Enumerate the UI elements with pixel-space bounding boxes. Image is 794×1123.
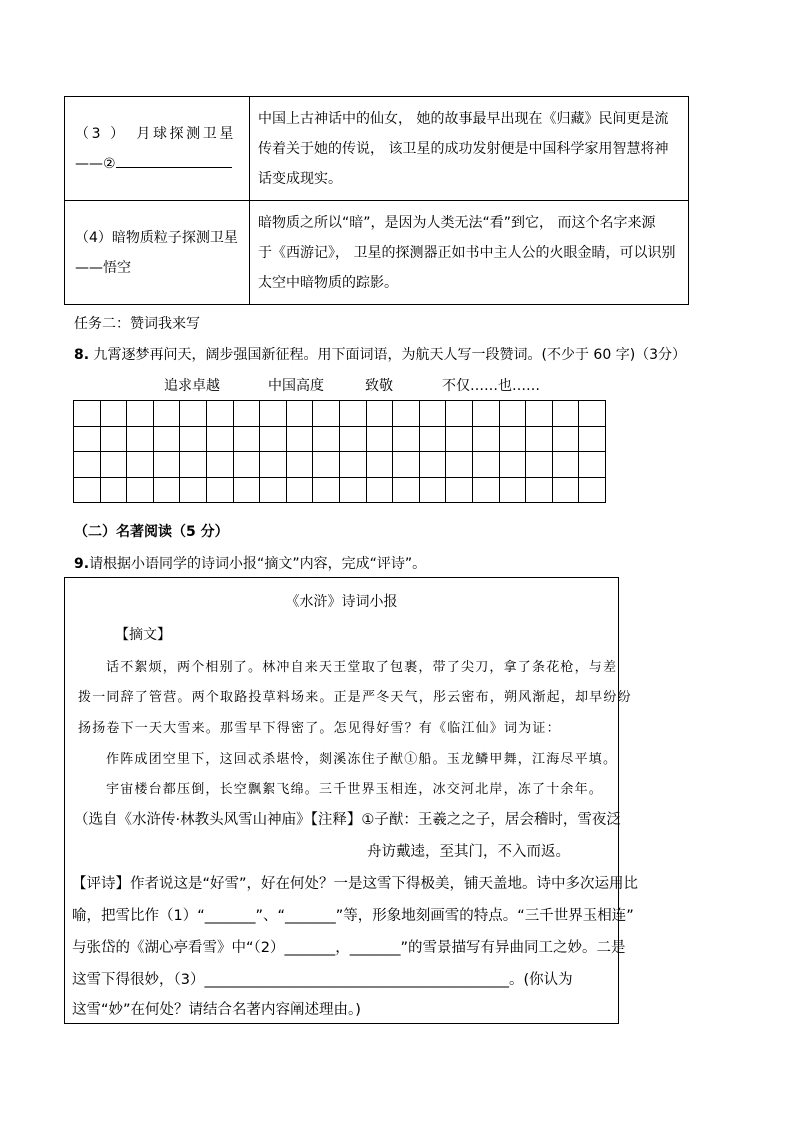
grid-cell[interactable] [74,426,101,452]
grid-cell[interactable] [499,452,526,478]
grid-cell[interactable] [180,426,207,452]
grid-cell[interactable] [419,477,446,503]
grid-cell[interactable] [127,477,154,503]
grid-cell[interactable] [206,426,233,452]
grid-cell[interactable] [526,401,553,427]
grid-cell[interactable] [127,401,154,427]
grid-cell[interactable] [180,401,207,427]
grid-cell[interactable] [233,452,260,478]
grid-cell[interactable] [446,426,473,452]
grid-row [74,452,606,478]
grid-cell[interactable] [499,426,526,452]
table-row [65,201,689,305]
grid-cell[interactable] [286,452,313,478]
satellite-name-line1: （3 ） 月球探测卫星 [75,125,236,142]
description-line: 中国上古神话中的仙女， 她的故事最早出现在《归藏》民间更是流 [258,110,669,127]
grid-cell[interactable] [579,426,606,452]
grid-cell[interactable] [206,452,233,478]
grid-cell[interactable] [446,477,473,503]
grid-cell[interactable] [313,452,340,478]
grid-cell[interactable] [313,401,340,427]
grid-cell[interactable] [260,401,287,427]
grid-cell[interactable] [180,477,207,503]
excerpt-line: 扬扬卷下一天大雪来。那雪早下得密了。怎见得好雪？有《临江仙》词为证： [78,721,561,736]
description-line: 传着关于她的传说， 该卫星的成功发射便是中国科学家用智慧将神 [258,140,669,157]
grid-cell[interactable] [366,477,393,503]
excerpt-label: 【摘文】 [115,627,171,643]
description-line: 于《西游记》， 卫星的探测器正如书中主人公的火眼金睛，可以识别 [258,244,676,261]
grid-cell[interactable] [100,426,127,452]
grid-cell[interactable] [313,426,340,452]
grid-cell[interactable] [579,401,606,427]
grid-cell[interactable] [499,401,526,427]
grid-cell[interactable] [446,401,473,427]
grid-row [74,401,606,427]
grid-cell[interactable] [552,426,579,452]
grid-cell[interactable] [366,426,393,452]
grid-cell[interactable] [206,477,233,503]
grid-cell[interactable] [74,477,101,503]
grid-cell[interactable] [74,401,101,427]
satellite-name-line2: ——悟空 [75,259,131,276]
grid-cell[interactable] [286,426,313,452]
grid-cell[interactable] [552,401,579,427]
section-heading: （二）名著阅读（5 分） [74,524,229,540]
grid-cell[interactable] [153,452,180,478]
grid-cell[interactable] [472,477,499,503]
question-9 [74,553,426,573]
poetry-newspaper-box [64,577,639,1024]
grid-cell[interactable] [153,426,180,452]
satellite-name-cell [65,201,250,305]
review-line: 这雪下得很妙，（3）__________________________________________。(你认为 [72,972,573,988]
description-line: 话变成现实。 [258,170,342,187]
description-cell [250,201,689,305]
description-line: 太空中暗物质的踪影。 [258,274,398,291]
grid-cell[interactable] [472,401,499,427]
review-line: 【评诗】作者说这是“好雪”，好在何处？一是这雪下得极美，铺天盖地。诗中多次运用比 [72,876,639,892]
question-text: 九霄逐梦再问天，阔步强国新征程。用下面词语，为航天人写一段赞词。(不少于 60 字)（3分） [93,347,687,363]
source-note: （选自《水浒传·林教头风雪山神庙》【注释】①子猷：王羲之之子，居会稽时，雪夜泛 [74,812,621,828]
grid-cell[interactable] [393,477,420,503]
satellite-name-line2: ——② [75,155,116,172]
grid-row [74,477,606,503]
word-item: 不仅……也…… [442,378,540,394]
grid-cell[interactable] [127,452,154,478]
grid-cell[interactable] [579,452,606,478]
source-note: 舟访戴逵，至其门，不入而返。 [367,844,570,860]
review-line: 与张岱的《湖心亭看雪》中“（2）_______，_______”的雪景描写有异曲同工之妙。二是 [72,940,626,956]
excerpt-line: 作阵成团空里下，这回忒杀堪怜，剡溪冻住子猷①船。玉龙鳞甲舞，江海尽平填。 [106,752,618,767]
grid-cell[interactable] [233,426,260,452]
grid-cell[interactable] [419,401,446,427]
grid-cell[interactable] [286,401,313,427]
question-text: 请根据小语同学的诗词小报“摘文”内容，完成“评诗”。 [89,556,427,572]
grid-cell[interactable] [393,452,420,478]
grid-cell[interactable] [233,477,260,503]
grid-cell[interactable] [446,452,473,478]
grid-cell[interactable] [339,477,366,503]
grid-cell[interactable] [472,426,499,452]
grid-cell[interactable] [526,426,553,452]
grid-cell[interactable] [100,401,127,427]
grid-cell[interactable] [153,477,180,503]
grid-cell[interactable] [393,426,420,452]
grid-cell[interactable] [419,426,446,452]
grid-cell[interactable] [579,477,606,503]
grid-cell[interactable] [339,452,366,478]
answer-blank[interactable] [116,153,232,168]
word-item: 中国高度 [268,378,324,394]
grid-cell[interactable] [233,401,260,427]
grid-cell[interactable] [153,401,180,427]
grid-cell[interactable] [339,426,366,452]
grid-cell[interactable] [180,452,207,478]
grid-cell[interactable] [260,452,287,478]
grid-cell[interactable] [552,452,579,478]
grid-cell[interactable] [260,426,287,452]
grid-cell[interactable] [100,477,127,503]
table-row [65,97,689,201]
grid-cell[interactable] [74,452,101,478]
word-item: 追求卓越 [164,378,220,394]
grid-cell[interactable] [552,477,579,503]
box-title: 《水浒》诗词小报 [285,594,398,610]
review-line: 这雪“妙”在何处？请结合名著内容阐述理由。) [72,1002,361,1018]
grid-cell[interactable] [393,401,420,427]
grid-cell[interactable] [499,477,526,503]
grid-cell[interactable] [127,426,154,452]
question-8 [74,344,686,364]
question-number: 8. [74,347,90,363]
grid-cell[interactable] [419,452,446,478]
task2-heading: 任务二：赞词我来写 [74,316,200,332]
excerpt-line: 拨一同辞了管营。两个取路投草料场来。正是严冬天气，彤云密布，朔风渐起，却早纷纷 [78,690,632,705]
grid-row [74,426,606,452]
grid-cell[interactable] [100,452,127,478]
question-number: 9. [74,556,90,572]
satellite-name-cell [65,97,250,201]
grid-cell[interactable] [286,477,313,503]
description-line: 暗物质之所以“暗”，是因为人类无法“看”到它， 而这个名字来源 [258,214,656,231]
grid-cell[interactable] [260,477,287,503]
info-table [64,96,689,305]
grid-cell[interactable] [472,452,499,478]
excerpt-line: 宇宙楼台都压倒，长空飘絮飞绵。三千世界玉相连，冰交河北岸，冻了十余年。 [106,782,604,797]
grid-cell[interactable] [526,477,553,503]
grid-cell[interactable] [206,401,233,427]
grid-cell[interactable] [313,477,340,503]
writing-grid[interactable] [73,400,606,503]
grid-cell[interactable] [339,401,366,427]
satellite-name-line1: （4）暗物质粒子探测卫星 [75,229,238,246]
review-line: 喻，把雪比作（1）“_______”、“_______”等，形象地刻画雪的特点。“三千世界玉相连” [72,908,634,924]
grid-cell[interactable] [366,452,393,478]
excerpt-line: 话不絮烦，两个相别了。林冲自来天王堂取了包裹，带了尖刀，拿了条花枪，与差 [106,660,618,675]
grid-cell[interactable] [526,452,553,478]
word-item: 致敬 [365,378,393,394]
grid-cell[interactable] [366,401,393,427]
description-cell [250,97,689,201]
